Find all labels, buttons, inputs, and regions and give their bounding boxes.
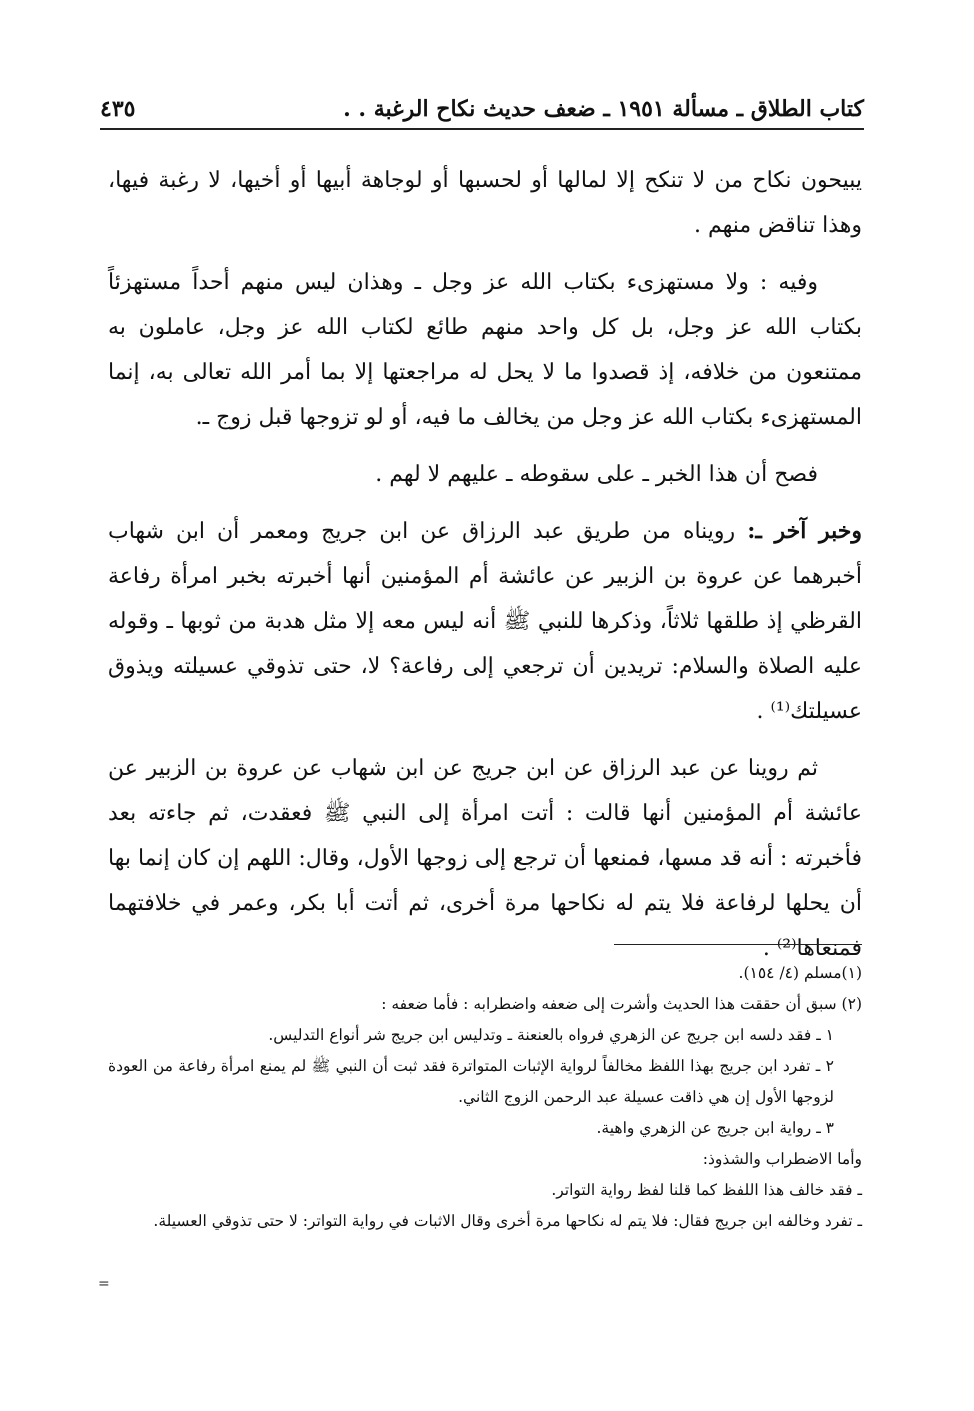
footnote-rule	[614, 944, 862, 945]
page-header	[100, 78, 864, 122]
footnote-2-item-3: ٣ ـ رواية ابن جريج عن الزهري واهية.	[596, 1119, 834, 1137]
footnote-2-item-5: ـ فقد خالف هذا اللفظ كما قلنا لفظ رواية التواتر.	[551, 1181, 862, 1199]
main-text	[108, 158, 862, 983]
footnote-2-item-2: ٢ ـ تفرد ابن جريج بهذا اللفظ مخالفاً لرواية الإثبات المتواترة فقد ثبت أن النبي ﷺ لم يمنع امرأة رفاعة من العودة لزوجها الأول إن هي ذاقت عسيلة عبد الرحمن الزوج الثاني.	[108, 1057, 834, 1106]
header-rule	[100, 128, 864, 130]
footnote-2: (٢) سبق أن حققت هذا الحديث وأشرت إلى ضعفه واضطرابه : فأما ضعفه :	[381, 995, 862, 1013]
footnote-1: (١)مسلم (٤/ ١٥٤).	[738, 964, 862, 982]
paragraph-4-lead: وخبر آخر ـ:	[747, 518, 862, 544]
footnote-2-item-4: وأما الاضطراب والشذوذ:	[702, 1150, 862, 1168]
paragraph-1: يبيحون نكاح من لا تنكح إلا لمالها أو لحسبها أو لوجاهة أبيها أو أخيها، لا رغبة فيها، وهذا تناقض منهم .	[108, 168, 862, 238]
paragraph-2: وفيه : ولا مستهزىء بكتاب الله عز وجل ـ وهذان ليس منهم أحداً مستهزئاً بكتاب الله عز وجل، بل كل واحد منهم طائع لكتاب الله عز وجل، عاملون به ممتنعون من خلافه، إذ قصدوا ما لا يحل له مراجعتها إلا بما أمر الله تعالى به، إنما المستهزىء بكتاب الله عز وجل من يخالف ما فيه، أو لو تزوجها قبل زوج ـ.	[108, 270, 862, 430]
page-number: ٤٣٥	[100, 96, 136, 122]
paragraph-4	[108, 509, 862, 734]
paragraph-3: فصح أن هذا الخبر ـ على سقوطه ـ عليهم لا لهم .	[375, 462, 818, 487]
footnotes	[108, 958, 862, 1237]
margin-mark: =	[98, 1276, 110, 1292]
running-title: كتاب الطلاق ـ مسألة ١٩٥١ ـ ضعف حديث نكاح الرغبة . .	[343, 96, 864, 122]
footnote-2-item-1: ١ ـ فقد دلسه ابن جريج عن الزهري فرواه بالعنعنة ـ وتدليس ابن جريج شر أنواع التدليس.	[268, 1026, 834, 1044]
paragraph-5: ثم روينا عن عبد الرزاق عن ابن جريج عن ابن شهاب عن عروة بن الزبير عن عائشة أم المؤمنين أنها قالت : أتت امرأة إلى النبي ﷺ فعقدت، ثم جاءته بعد فأخبرته : أنه قد مسها، فمنعها أن ترجع إلى زوجها الأول، وقال: اللهم إن كان إنما بها أن يحلها لرفاعة فلا يتم له نكاحها مرة أخرى، ثم أتت أبا بكر، وعمر في خلافتهما فمنعاها⁽²⁾ .	[108, 756, 862, 961]
paragraph-4-text: رويناه من طريق عبد الرزاق عن ابن جريج ومعمر أن ابن شهاب أخبرهما عن عروة بن الزبير عن عائشة أم المؤمنين أنها أخبرته بخبر امرأة رفاعة القرظي إذ طلقها ثلاثاً، وذكرها للنبي ﷺ أنه ليس معه إلا مثل هدبة من ثوبها ـ وقوله عليه الصلاة والسلام: تريدين أن ترجعي إلى رفاعة؟ لا، حتى تذوقي عسيلته ويذوق عسيلتك⁽¹⁾ .	[108, 519, 862, 724]
footnote-2-item-6: ـ تفرد وخالفه ابن جريج فقال: فلا يتم له نكاحها مرة أخرى وقال الاثبات في رواية التواتر: لا حتى تذوقي العسيلة.	[153, 1212, 862, 1230]
